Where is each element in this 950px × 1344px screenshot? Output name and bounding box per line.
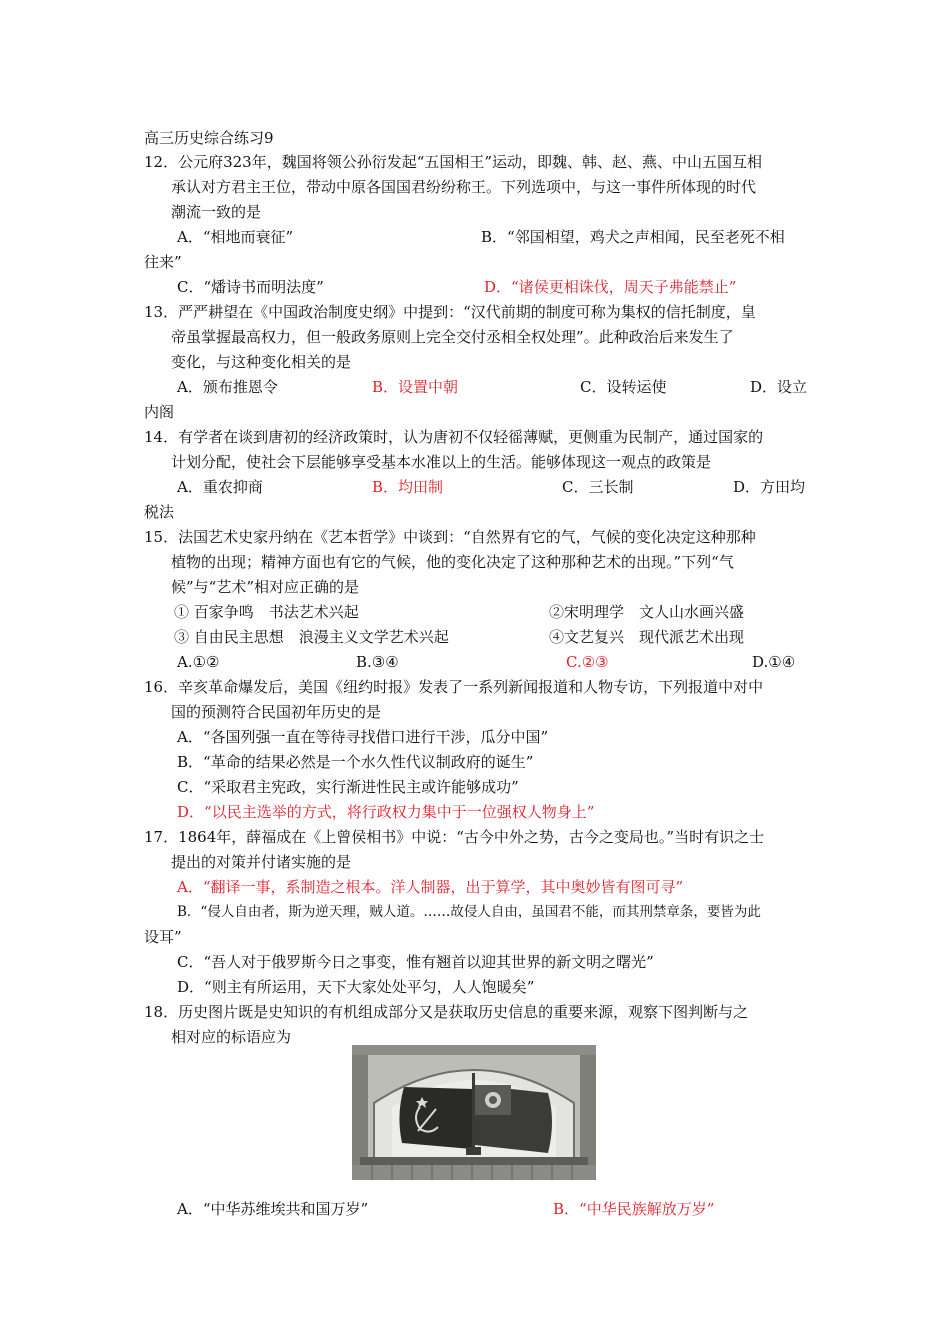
q15-option-b: B.③④ <box>356 653 399 671</box>
q15-stem-2: 植物的出现；精神方面也有它的气候，他的变化决定了这种那种艺术的出现。”下列“气 <box>171 553 734 571</box>
q15-item-2: ②宋明理学 文人山水画兴盛 <box>549 603 745 621</box>
q16-option-d-answer: D．“以民主选举的方式，将行政权力集中于一位强权人物身上” <box>177 803 595 821</box>
q18-stem-2: 相对应的标语应为 <box>171 1028 292 1046</box>
q14-option-a: A．重农抑商 <box>177 478 263 496</box>
q15-item-4: ④文艺复兴 现代派艺术出现 <box>549 628 745 646</box>
q15-stem-3: 候”与“艺术”相对应正确的是 <box>171 578 360 596</box>
q17-option-a-answer: A．“翻译一事，系制造之根本。洋人制器，出于算学，其中奥妙皆有图可寻” <box>177 878 684 896</box>
q13-stem-2: 帝虽掌握最高权力，但一般政务原则上完全交付丞相全权处理”。此种政治后来发生了 <box>171 328 734 346</box>
q17-stem-2: 提出的对策并付诸实施的是 <box>171 853 352 871</box>
q14-option-d-cont: 税法 <box>144 503 175 521</box>
q17-option-c: C．“吾人对于俄罗斯今日之事变，惟有翘首以迎其世界的新文明之曙光” <box>177 953 654 971</box>
q17-stem-1: 17．1864年，薛福成在《上曾侯相书》中说：“古今中外之势，古今之变局也。”当时有识之士 <box>144 828 765 846</box>
q13-stem-1: 13．严严耕望在《中国政治制度史纲》中提到：“汉代前期的制度可称为集权的信托制度，皇 <box>144 303 756 321</box>
q12-stem-3: 潮流一致的是 <box>171 203 262 221</box>
q14-stem-2: 计划分配，使社会下层能够享受基本水准以上的生活。能够体现这一观点的政策是 <box>171 453 712 471</box>
historical-photo <box>352 1045 596 1180</box>
q18-option-b-answer: B．“中华民族解放万岁” <box>553 1200 715 1218</box>
q18-option-a: A．“中华苏维埃共和国万岁” <box>177 1200 369 1218</box>
q18-stem-1: 18．历史图片既是史知识的有机组成部分又是获取历史信息的重要来源，观察下图判断与之 <box>144 1003 749 1021</box>
q12-stem-2: 承认对方君主王位，带动中原各国国君纷纷称王。下列选项中，与这一事件所体现的时代 <box>171 178 757 196</box>
q12-option-c: C．“燔诗书而明法度” <box>177 278 324 296</box>
q15-item-3: ③ 自由民主思想 浪漫主义文学艺术兴起 <box>174 628 449 646</box>
worksheet-title: 高三历史综合练习9 <box>144 129 274 147</box>
q14-option-c: C．三长制 <box>562 478 634 496</box>
q17-option-b: B．“侵人自由者，斯为逆天理，贼人道。……故侵人自由，虽国君不能，而其刑禁章条，要皆为此 <box>177 904 761 920</box>
q12-option-b: B．“邻国相望，鸡犬之声相闻，民至老死不相 <box>481 228 785 246</box>
q15-option-a: A.①② <box>177 653 220 671</box>
q15-item-1: ① 百家争鸣 书法艺术兴起 <box>174 603 359 621</box>
q12-stem-1: 12．公元府323年，魏国将领公孙衍发起“五国相王”运动，即魏、韩、赵、燕、中山五国互相 <box>144 153 763 171</box>
q13-option-d-cont: 内阁 <box>144 403 175 421</box>
q13-option-a: A．颁布推恩令 <box>177 378 278 396</box>
q14-option-b-answer: B．均田制 <box>372 478 444 496</box>
q13-stem-3: 变化，与这种变化相关的是 <box>171 353 352 371</box>
q16-option-a: A．“各国列强一直在等待寻找借口进行干涉，瓜分中国” <box>177 728 549 746</box>
q16-option-c: C．“采取君主宪政，实行渐进性民主或许能够成功” <box>177 778 519 796</box>
q13-option-b-answer: B．设置中朝 <box>372 378 459 396</box>
q17-option-b-cont: 设耳” <box>144 928 182 946</box>
q16-option-b: B．“革命的结果必然是一个水久性代议制政府的诞生” <box>177 753 534 771</box>
q15-option-c-answer: C.②③ <box>566 653 609 671</box>
q13-option-d: D．设立 <box>750 378 808 396</box>
q15-option-d: D.①④ <box>752 653 796 671</box>
q13-option-c: C．设转运使 <box>580 378 667 396</box>
q16-stem-2: 国的预测符合民国初年历史的是 <box>171 703 382 721</box>
q17-option-d: D．“则主有所运用，天下大家处处平匀，人人饱暖矣” <box>177 978 535 996</box>
q14-stem-1: 14．有学者在谈到唐初的经济政策时，认为唐初不仅轻徭薄赋，更侧重为民制产，通过国家的 <box>144 428 764 446</box>
q12-option-b-cont: 往来” <box>144 253 182 271</box>
q12-option-d-answer: D．“诸侯更相诛伐，周天子弗能禁止” <box>484 278 737 296</box>
q15-stem-1: 15．法国艺术史家丹纳在《艺本哲学》中谈到：“自然界有它的气，气候的变化决定这种那种 <box>144 528 756 546</box>
q14-option-d: D．方田均 <box>733 478 806 496</box>
q12-option-a: A．“相地而衰征” <box>177 228 294 246</box>
q16-stem-1: 16．辛亥革命爆发后，美国《纽约时报》发表了一系列新闻报道和人物专访，下列报道中对中 <box>144 678 764 696</box>
